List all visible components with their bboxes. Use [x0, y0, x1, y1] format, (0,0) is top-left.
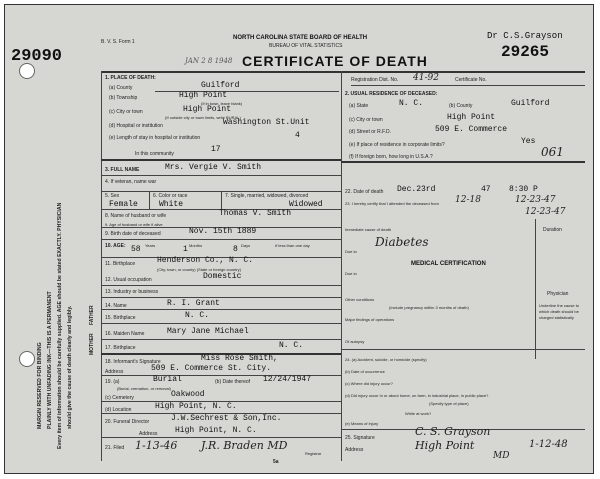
res-city-label: (c) City or town [349, 117, 383, 123]
physician-address-label: Address [345, 447, 364, 453]
burial-date: 12/24/1947 [263, 375, 312, 384]
funeral-director: J.W.Sechrest & Son,Inc. [171, 414, 282, 423]
burial-date-label: (b) Date thereof [215, 379, 251, 385]
father-side-label: FATHER [89, 305, 95, 325]
place-of-death-label: 1. PLACE OF DEATH: [105, 75, 156, 81]
father-birthplace: N. C. [185, 311, 210, 320]
pod-city: High Point [183, 105, 232, 114]
operations-label: Major findings of operations [345, 317, 395, 322]
immediate-cause: Diabetes [375, 235, 429, 249]
margin-line-2: PLAINLY WITH UNFADING INK—THIS IS A PERMANENT [47, 291, 53, 429]
pod-hospital-label: (d) Hospital or institution [109, 123, 163, 129]
sex: Female [109, 200, 138, 209]
res-corp-label: (e) If place of residence in corporate limits? [349, 142, 445, 148]
res-corp: Yes [521, 137, 536, 146]
physician-address: High Point [415, 439, 475, 452]
name-label: 3. FULL NAME [105, 167, 140, 173]
funeral-address: High Point, N. C. [175, 426, 257, 435]
left-certificate-number: 29090 [11, 47, 63, 66]
informant-label: 18. Informant's Signature [105, 359, 161, 365]
location-label: (d) Location [105, 407, 132, 413]
mother-label: 16. Maiden Name [105, 331, 145, 337]
pod-stay: 4 [295, 131, 300, 140]
margin-line-1: MARGIN RESERVED FOR BINDING [37, 342, 43, 429]
autopsy-label: Of autopsy [345, 339, 365, 344]
column-divider [341, 71, 342, 461]
date-of-death: Dec.23rd [397, 185, 436, 194]
location: High Point, N. C. [155, 402, 237, 411]
months-label: Months [189, 243, 203, 248]
race-label: 6. Color or race [153, 193, 188, 199]
signed-date: 1-12-48 [529, 439, 568, 450]
date-of-death-label: 22. Date of death [345, 189, 384, 195]
res-state: N. C. [399, 99, 424, 108]
occupation-label: 12. Usual occupation [105, 277, 152, 283]
res-county: Guilford [511, 99, 550, 108]
sex-label: 5. Sex [105, 193, 120, 199]
other-conditions-label: Other conditions [345, 297, 375, 302]
received-stamp: JAN 2 8 1948 [185, 57, 233, 65]
mother-name: Mary Jane Michael [167, 327, 249, 336]
last-seen-to: 12-23-47 [525, 207, 566, 217]
pod-community: 17 [211, 145, 221, 154]
race: White [159, 200, 184, 209]
pod-township: High Point [179, 91, 228, 100]
md-suffix: MD [493, 451, 510, 461]
header-rule [101, 71, 585, 73]
birth-date: Nov. 15th 1889 [189, 227, 257, 236]
age-months: 1 [183, 245, 188, 254]
accident-label: 24. (a) Accident, suicide, or homicide (specify) [345, 357, 427, 362]
mother-birthplace-label: 17. Birthplace [105, 345, 136, 351]
cemetery: Oakwood [171, 390, 205, 399]
where-injury-label: (c) Where did injury occur? [345, 381, 393, 386]
mother-side-label: MOTHER [89, 333, 95, 355]
cemetery-label: (c) Cemetery [105, 395, 134, 401]
certificate-label: Certificate No. [455, 77, 487, 83]
marital-label: 7. Single, married, widowed, divorced [225, 193, 309, 199]
burial: Burial [153, 375, 182, 384]
duration-label: Duration [543, 227, 562, 233]
informant-name: Miss Rose Smith, [201, 354, 278, 363]
pod-community-label: In this community [135, 151, 174, 157]
years-label: Years [145, 243, 156, 248]
registration-label: Registration Dist. No. [351, 77, 399, 83]
less-than-day-label: If less than one day [275, 243, 310, 248]
file-number: 061 [541, 145, 564, 159]
spouse: Thomas V. Smith [219, 209, 292, 218]
pod-stay-label: (e) Length of stay in hospital or institution [109, 135, 201, 141]
age-label: 10. AGE: [105, 243, 126, 249]
signature-label: 25. Signature [345, 435, 375, 441]
res-county-label: (b) County [449, 103, 473, 109]
injury-place-label: (d) Did injury occur in or about home, on farm, in industrial place, in public place? [345, 393, 489, 398]
occupation: Domestic [203, 272, 242, 281]
physician-signature: C. S. Grayson [415, 425, 491, 438]
father-birthplace-label: 15. Birthplace [105, 315, 136, 321]
attended-from: 12-18 [455, 195, 481, 205]
state-board-title: NORTH CAROLINA STATE BOARD OF HEALTH [233, 35, 368, 41]
attended-label: 23. I hereby certify that I attended the deceased from [345, 201, 439, 206]
sheet-number: 5a [273, 459, 279, 465]
binding-margin-text [35, 29, 83, 449]
registrar-name: Dr C.S.Grayson [487, 31, 563, 41]
pod-county: Guilford [201, 81, 240, 90]
pregnancy-note: (Include pregnancy within 3 months of death) [389, 305, 469, 310]
birthplace-note: (City, town, or county) (State or foreign country) [157, 267, 241, 272]
year-of-death: 47 [481, 185, 491, 194]
res-street-label: (d) Street or R.F.D. [349, 129, 391, 135]
industry-label: 13. Industry or business [105, 289, 159, 295]
funeral-address-label: Address [139, 431, 158, 437]
filed-date: 1-13-46 [135, 439, 178, 452]
spouse-label: 8. Name of husband or wife [105, 213, 167, 219]
bureau-title: BUREAU OF VITAL STATISTICS [269, 43, 343, 49]
registration-number: 41-92 [413, 73, 439, 83]
veteran-label: 4. If veteran, name war [105, 179, 157, 185]
informant-address-label: Address [105, 369, 124, 375]
filed-label: 21. Filed [105, 445, 125, 451]
while-at-work-label: While at work? [405, 411, 432, 416]
informant-address: 509 E. Commerce St. City. [151, 364, 272, 373]
residence-label: 2. USUAL RESIDENCE OF DECEASED: [345, 91, 438, 97]
spouse-age-label: 9. Age of husband or wife if alive [105, 222, 163, 227]
marital: Widowed [289, 200, 323, 209]
birth-date-label: 9. Birth date of deceased [105, 231, 161, 237]
res-street: 509 E. Commerce [435, 125, 508, 134]
injury-place-note: (Specify type of place) [429, 401, 469, 406]
punch-hole-bottom [19, 351, 35, 367]
father-label: 14. Name [105, 303, 127, 309]
registrar-sig-label: Registrar [305, 451, 322, 456]
res-state-label: (a) State [349, 103, 369, 109]
date-occurrence-label: (b) Date of occurrence [345, 369, 385, 374]
margin-line-4: should give the cause of death clearly and legibly. [67, 305, 73, 429]
registrar-signature: J.R. Braden MD [201, 439, 288, 452]
birthplace-label: 11. Birthplace [105, 261, 136, 267]
due-to-label-2: Due to [345, 271, 357, 276]
physician-label: Physician [547, 291, 569, 297]
pod-county-label: (a) County [109, 85, 133, 91]
burial-note: (Burial, cremation, or removal) [117, 386, 171, 391]
birthplace: Henderson Co., N. C. [157, 256, 254, 265]
time-of-death: 8:30 P [509, 185, 538, 194]
attended-to: 12-23-47 [515, 195, 556, 205]
pod-township-note: (If in town, leave blank) [201, 101, 243, 106]
pod-city-note: (If outside city or town limits, write RURAL) [165, 115, 241, 120]
days-label: Days [241, 243, 251, 248]
pod-township-label: (b) Township [109, 95, 138, 101]
form-code: B. V. S. Form 1 [101, 39, 135, 45]
burial-label: 19. (a) [105, 379, 120, 385]
deceased-name: Mrs. Vergie V. Smith [165, 163, 262, 172]
res-foreign-label: (f) If foreign born, how long in U.S.A.? [349, 154, 433, 160]
certificate-title: CERTIFICATE OF DEATH [242, 53, 428, 69]
medical-cert-title: MEDICAL CERTIFICATION [411, 261, 486, 267]
res-city: High Point [447, 113, 496, 122]
father-name: R. I. Grant [167, 299, 220, 308]
age-days: 8 [233, 245, 238, 254]
underline-note: Underline the cause to which death should be charged statistically [539, 303, 580, 320]
right-certificate-number: 29265 [501, 43, 550, 61]
means-injury-label: (e) Means of injury [345, 421, 379, 426]
margin-line-3: Every item of information should be carefully supplied. AGE should be stated EXACTLY. PHYSICIAN [57, 202, 63, 449]
age-years: 58 [131, 245, 141, 254]
pod-hospital: Washington St.Unit [223, 118, 310, 127]
mother-birthplace: N. C. [279, 341, 304, 350]
death-certificate [4, 4, 594, 474]
due-to-label-1: Due to [345, 249, 357, 254]
funeral-label: 20. Funeral Director [105, 419, 150, 425]
pod-city-label: (c) City or town [109, 109, 143, 115]
immediate-cause-label: Immediate cause of death [345, 227, 392, 232]
